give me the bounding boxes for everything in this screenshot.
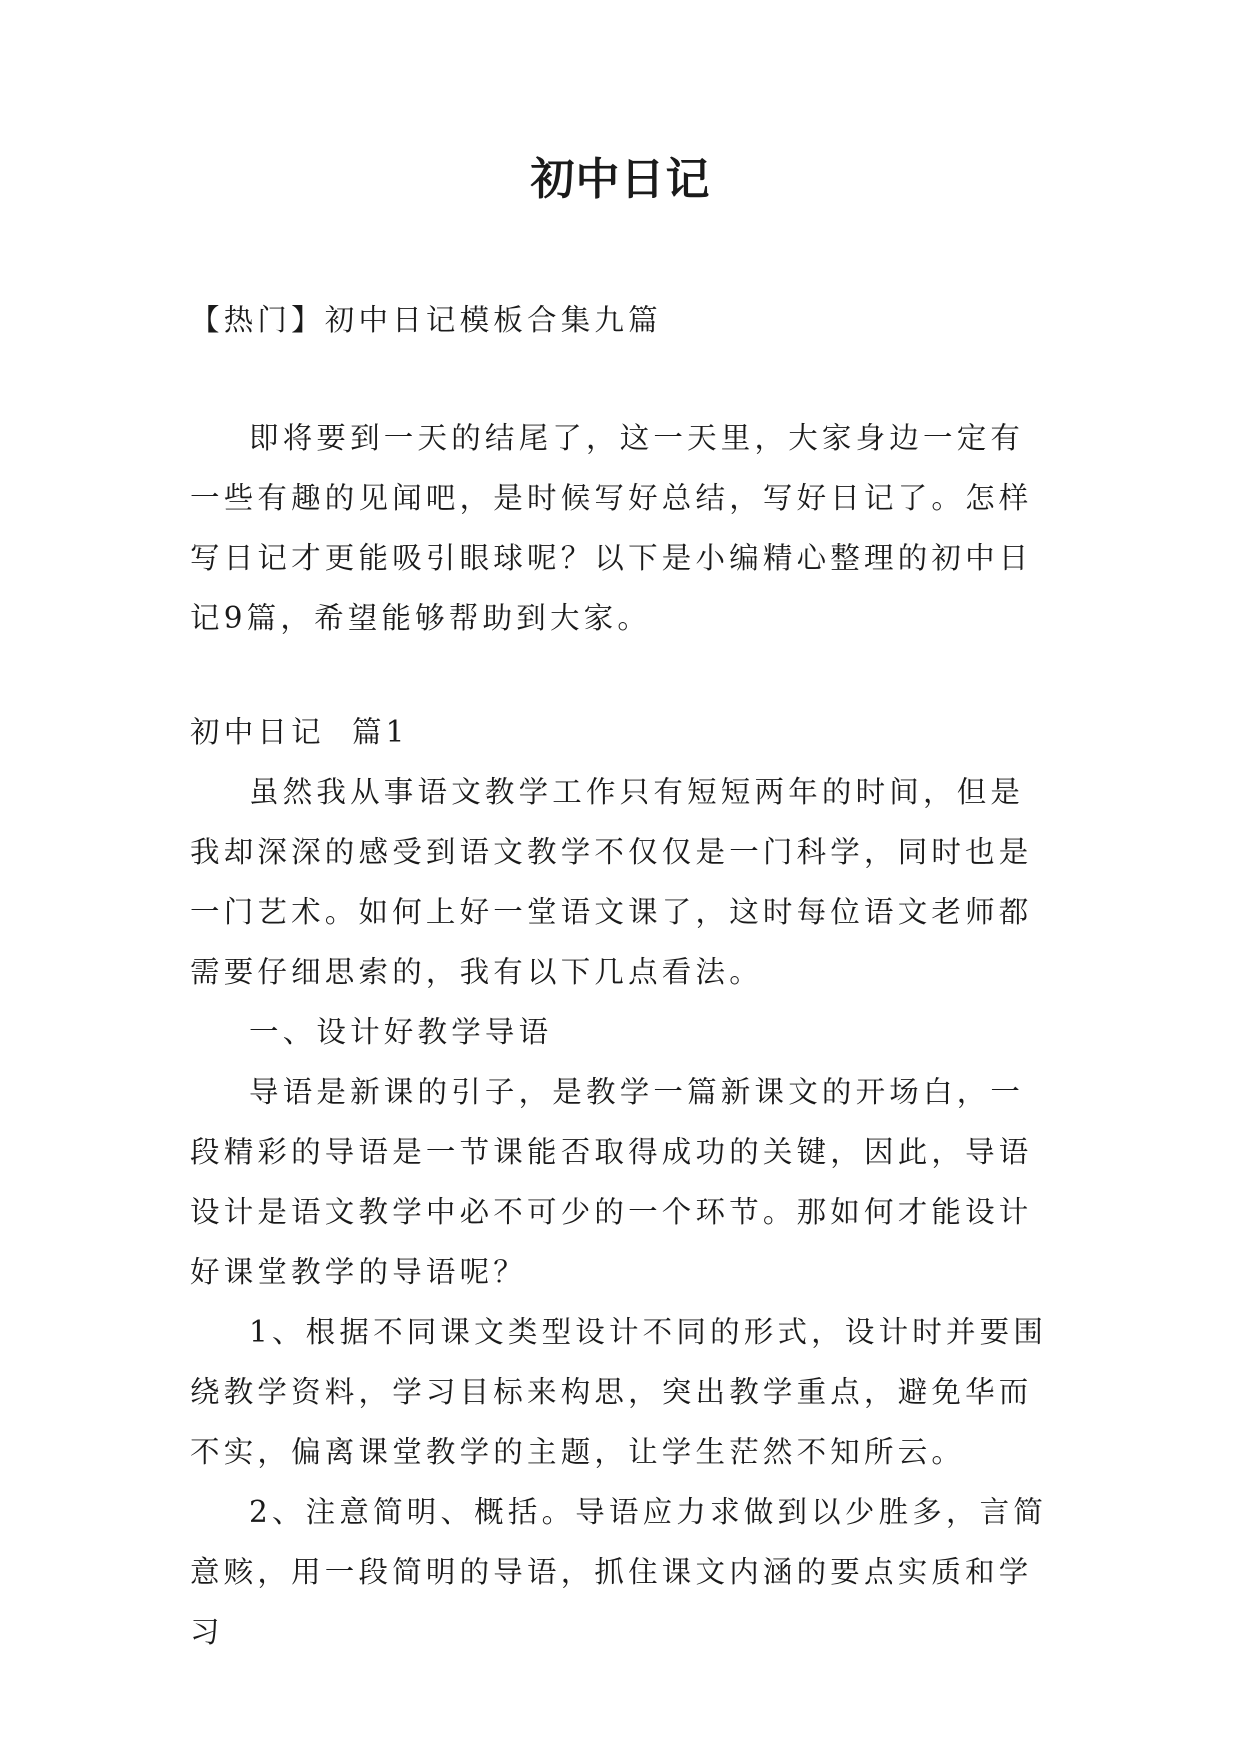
document-subtitle: 【热门】初中日记模板合集九篇 [190,303,662,337]
section-heading: 初中日记 篇1 [190,715,409,749]
body-paragraph: 2、注意简明、概括。导语应力求做到以少胜多，言简意赅，用一段简明的导语，抓住课文内涵的要点实质和学习 [190,1495,1048,1649]
intro-paragraph: 即将要到一天的结尾了，这一天里，大家身边一定有一些有趣的见闻吧，是时候写好总结，写好日记了。怎样写日记才更能吸引眼球呢？以下是小编精心整理的初中日记9篇，希望能够帮助到大家。 [190,421,1033,635]
body-paragraph: 虽然我从事语文教学工作只有短短两年的时间，但是我却深深的感受到语文教学不仅仅是一门科学，同时也是一门艺术。如何上好一堂语文课了，这时每位语文老师都需要仔细思索的，我有以下几点看法。 [190,775,1033,989]
body-paragraph: 导语是新课的引子，是教学一篇新课文的开场白，一段精彩的导语是一节课能否取得成功的关键，因此，导语设计是语文教学中必不可少的一个环节。那如何才能设计好课堂教学的导语呢？ [190,1075,1033,1289]
document-body [190,290,1056,1662]
document-title: 初中日记 [530,154,711,205]
body-paragraph: 1、根据不同课文类型设计不同的形式，设计时并要围绕教学资料，学习目标来构思，突出教学重点，避免华而不实，偏离课堂教学的主题，让学生茫然不知所云。 [190,1315,1048,1469]
subheading: 一、设计好教学导语 [249,1015,553,1049]
